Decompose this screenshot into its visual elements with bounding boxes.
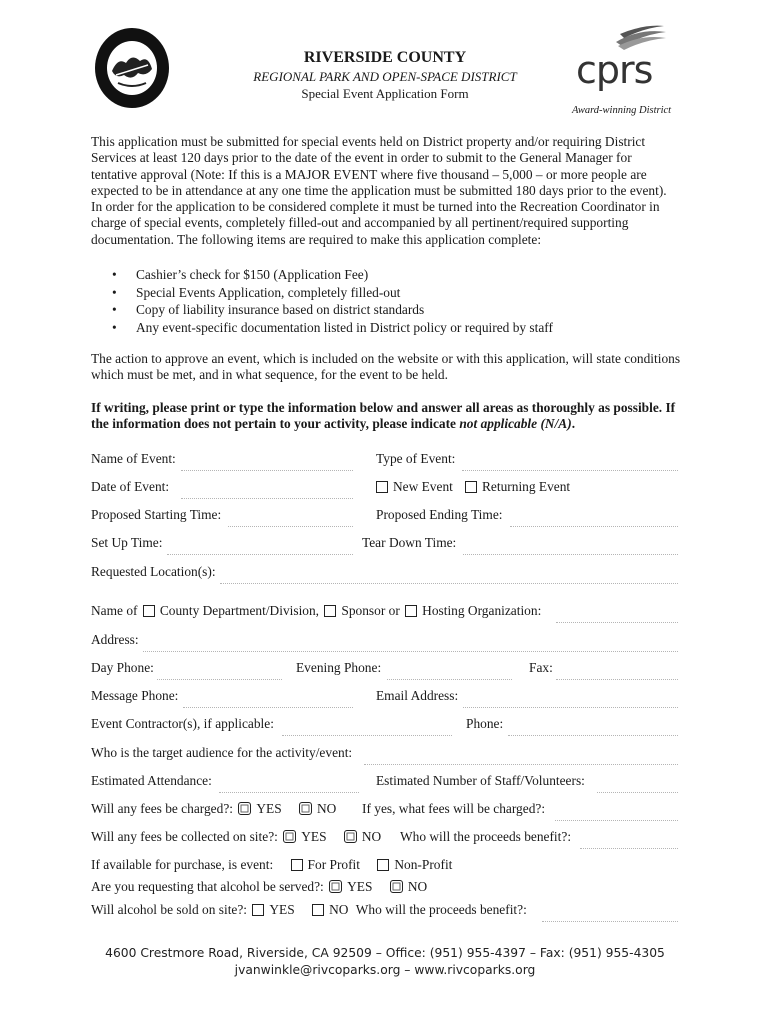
instructions: [91, 400, 681, 433]
new-event-label: New Event: [393, 479, 453, 494]
fax-field[interactable]: [556, 679, 678, 680]
address-label: Address:: [91, 632, 139, 647]
no-label: NO: [361, 829, 382, 844]
county-dept-label: County Department/Division,: [159, 603, 320, 618]
date-of-event-field[interactable]: [181, 498, 353, 499]
proceeds-field-1[interactable]: [580, 848, 678, 849]
returning-event-option[interactable]: [465, 479, 570, 495]
fees-collected-label: Will any fees be collected on site?:: [91, 829, 278, 844]
setup-time-field[interactable]: [167, 554, 353, 555]
name-of-label: Name of: [91, 603, 138, 618]
no-label: NO: [317, 801, 337, 816]
for-profit-checkbox[interactable]: [291, 859, 303, 871]
start-time-label: Proposed Starting Time:: [91, 507, 222, 522]
alcohol-served-row: [91, 879, 427, 895]
form-name: Special Event Application Form: [301, 86, 469, 101]
instructions-end: .: [571, 416, 576, 432]
purchase-row: [91, 857, 452, 873]
message-phone-field[interactable]: [183, 707, 353, 708]
no-label: NO: [407, 879, 428, 894]
target-audience-field[interactable]: [364, 764, 678, 765]
alcohol-sold-yes-checkbox[interactable]: [252, 904, 264, 916]
hosting-org-label: Hosting Organization:: [422, 603, 542, 618]
header-title: RIVERSIDE COUNTY: [303, 49, 467, 66]
staff-label: Estimated Number of Staff/Volunteers:: [376, 773, 585, 788]
attendance-label: Estimated Attendance:: [91, 773, 212, 788]
purchase-label: If available for purchase, is event:: [91, 857, 274, 872]
name-of-event-field[interactable]: [181, 470, 353, 471]
new-event-option[interactable]: [376, 479, 453, 495]
cprs-logo-text: cprs: [576, 48, 653, 92]
sponsor-label: Sponsor or: [341, 603, 400, 618]
evening-phone-field[interactable]: [387, 679, 512, 680]
end-time-label: Proposed Ending Time:: [376, 507, 503, 522]
organization-name-field[interactable]: [556, 622, 678, 623]
fees-collected-no-radio[interactable]: [344, 830, 357, 843]
fees-charged-row: [91, 801, 336, 817]
alcohol-served-yes-radio[interactable]: [329, 880, 342, 893]
message-phone-label: Message Phone:: [91, 688, 179, 703]
contractors-field[interactable]: [282, 735, 452, 736]
non-profit-checkbox[interactable]: [377, 859, 389, 871]
requirements-list: [112, 266, 553, 336]
footer-address: 4600 Crestmore Road, Riverside, CA 92509 – Office: (951) 955-4397 – Fax: (951) 955-4305: [105, 946, 665, 960]
sponsor-checkbox[interactable]: [324, 605, 336, 617]
address-field[interactable]: [143, 651, 678, 652]
yes-label: YES: [347, 879, 373, 894]
name-of-event-label: Name of Event:: [91, 451, 176, 466]
new-event-checkbox[interactable]: [376, 481, 388, 493]
setup-time-label: Set Up Time:: [91, 535, 163, 550]
day-phone-label: Day Phone:: [91, 660, 154, 675]
cprs-logo: [574, 24, 678, 100]
location-field[interactable]: [220, 583, 678, 584]
staff-field[interactable]: [597, 792, 678, 793]
end-time-field[interactable]: [510, 526, 678, 527]
fees-charged-label: Will any fees be charged?:: [91, 801, 233, 816]
fees-charged-no-radio[interactable]: [299, 802, 312, 815]
attendance-field[interactable]: [219, 792, 359, 793]
start-time-field[interactable]: [228, 526, 353, 527]
returning-event-checkbox[interactable]: [465, 481, 477, 493]
email-field[interactable]: [463, 707, 678, 708]
alcohol-served-no-radio[interactable]: [390, 880, 403, 893]
list-item: • Special Events Application, completely filled-out: [112, 284, 553, 302]
yes-label: YES: [269, 902, 295, 917]
proceeds-label-1: Who will the proceeds benefit?:: [400, 829, 572, 844]
name-of-row: [91, 603, 541, 619]
for-profit-label: For Profit: [307, 857, 360, 872]
target-audience-label: Who is the target audience for the activity/event:: [91, 745, 353, 760]
alcohol-sold-label: Will alcohol be sold on site?:: [91, 902, 248, 917]
fax-label: Fax:: [529, 660, 553, 675]
yes-label: YES: [301, 829, 327, 844]
alcohol-sold-row: [91, 902, 527, 918]
teardown-time-label: Tear Down Time:: [362, 535, 457, 550]
type-of-event-field[interactable]: [462, 470, 678, 471]
location-label: Requested Location(s):: [91, 564, 216, 579]
yes-label: YES: [256, 801, 282, 816]
teardown-time-field[interactable]: [463, 554, 678, 555]
alcohol-served-label: Are you requesting that alcohol be served?:: [91, 879, 324, 894]
county-dept-checkbox[interactable]: [143, 605, 155, 617]
intro-paragraph: This application must be submitted for special events held on District property and/or requiring District Services at least 120 days prior to the date of the event in order to submit to the General Manager for tentative approval (Note: If this is a MAJOR EVENT where five thousand – 5,000 – or more people are expected to be in attendance at any one time the application must be submitted 180 days prior to the event). In order for the application to be considered complete it must be turned into the Recreation Coordinator in charge of special events, completely filled-out and accompanied by all pertinent/required supporting documentation. The following items are required to make this application complete:: [91, 134, 667, 247]
day-phone-field[interactable]: [157, 679, 282, 680]
hosting-org-checkbox[interactable]: [405, 605, 417, 617]
fees-charged-yes-radio[interactable]: [238, 802, 251, 815]
action-paragraph: The action to approve an event, which is included on the website or with this application, will state conditions which must be met, and in what sequence, for the event to be held.: [91, 351, 681, 383]
header-subtitle: REGIONAL PARK AND OPEN-SPACE DISTRICT: [253, 69, 517, 84]
instructions-text: If writing, please print or type the information below and answer all areas as thoroughly as possible. If the information does not pertain to your activity, please indicate: [91, 400, 676, 432]
alcohol-sold-no-checkbox[interactable]: [312, 904, 324, 916]
fees-which-field[interactable]: [555, 820, 678, 821]
non-profit-label: Non-Profit: [394, 857, 453, 872]
type-of-event-label: Type of Event:: [376, 451, 456, 466]
proceeds-field-2[interactable]: [542, 921, 678, 922]
email-label: Email Address:: [376, 688, 459, 703]
fees-collected-row: [91, 829, 381, 845]
date-of-event-label: Date of Event:: [91, 479, 170, 494]
contractor-phone-field[interactable]: [508, 735, 678, 736]
fees-which-label: If yes, what fees will be charged?:: [362, 801, 546, 816]
cprs-tagline: Award-winning District: [572, 105, 672, 116]
no-label: NO: [329, 902, 349, 917]
returning-event-label: Returning Event: [482, 479, 571, 494]
proceeds-label-2: Who will the proceeds benefit?:: [355, 902, 527, 917]
evening-phone-label: Evening Phone:: [296, 660, 382, 675]
contractor-phone-label: Phone:: [466, 716, 504, 731]
instructions-na: not applicable (N/A): [459, 416, 572, 432]
list-item: • Copy of liability insurance based on district standards: [112, 301, 553, 319]
fees-collected-yes-radio[interactable]: [283, 830, 296, 843]
list-item: • Cashier’s check for $150 (Application Fee): [112, 266, 553, 284]
list-item: • Any event-specific documentation listed in District policy or required by staff: [112, 319, 553, 337]
contractors-label: Event Contractor(s), if applicable:: [91, 716, 274, 731]
footer-contact: jvanwinkle@rivcoparks.org – www.rivcoparks.org: [234, 963, 536, 977]
